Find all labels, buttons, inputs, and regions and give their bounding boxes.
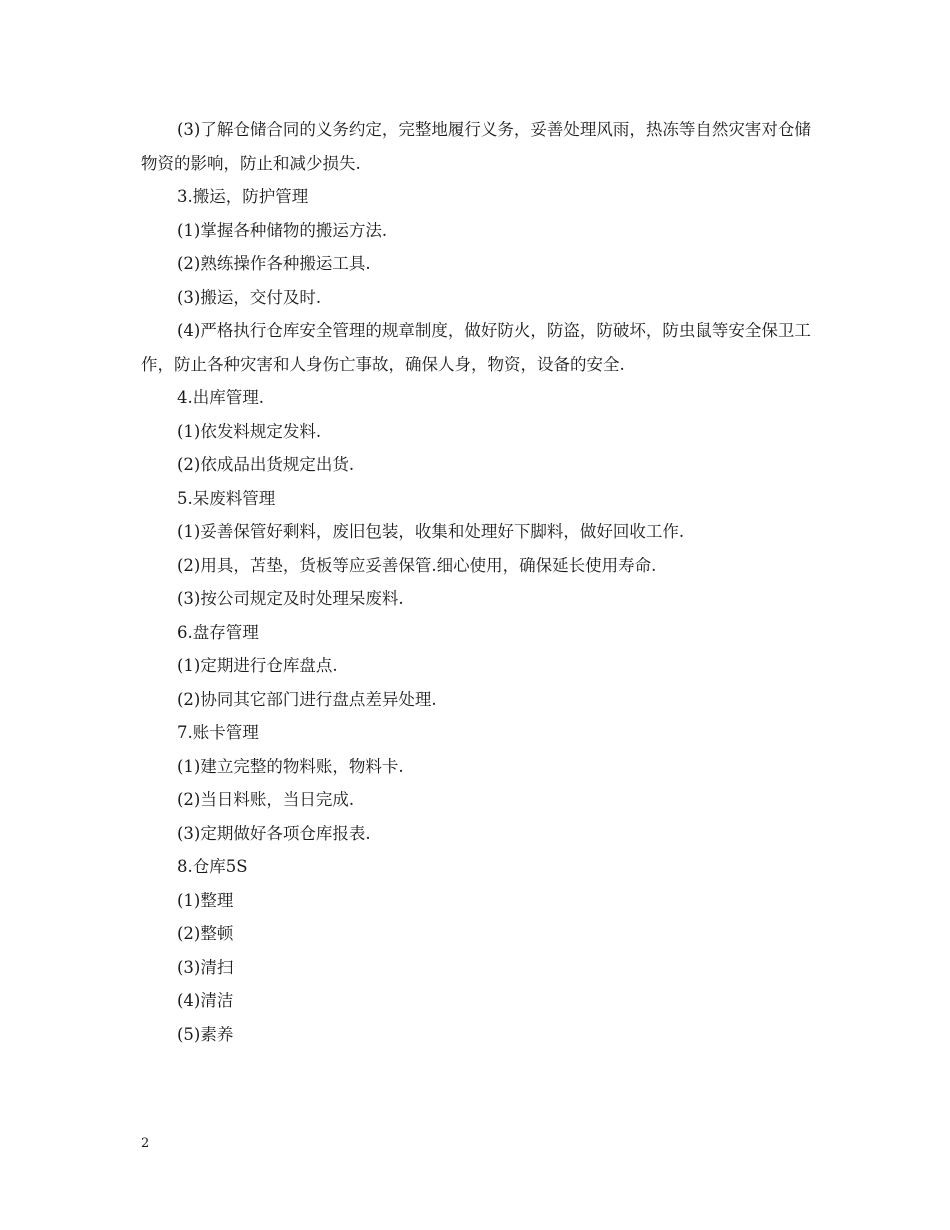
paragraph-5-1: (1)妥善保管好剩料，废旧包装，收集和处理好下脚料，做好回收工作. bbox=[177, 522, 685, 541]
paragraph-4-1: (1)依发料规定发料. bbox=[177, 421, 322, 441]
paragraph-8-4: (4)清洁 bbox=[177, 991, 234, 1010]
section-heading-5: 5.呆废料管理 bbox=[177, 488, 276, 508]
paragraph-5-2: (2)用具，苫垫，货板等应妥善保管.细心使用，确保延长使用寿命. bbox=[177, 555, 657, 575]
section-heading-7: 7.账卡管理 bbox=[177, 723, 259, 742]
paragraph-8-2: (2)整顿 bbox=[177, 924, 234, 943]
paragraph-4-2: (2)依成品出货规定出货. bbox=[177, 455, 355, 474]
paragraph-7-1: (1)建立完整的物料账，物料卡. bbox=[177, 756, 404, 776]
paragraph-6-1: (1)定期进行仓库盘点. bbox=[177, 656, 338, 675]
paragraph-8-5: (5)素养 bbox=[177, 1024, 234, 1044]
paragraph-6-2: (2)协同其它部门进行盘点差异处理. bbox=[177, 689, 437, 709]
paragraph-7-2: (2)当日料账，当日完成. bbox=[177, 790, 355, 809]
section-heading-8: 8.仓库5S bbox=[177, 857, 248, 876]
paragraph-3-1: (1)掌握各种储物的搬运方法. bbox=[177, 220, 388, 240]
paragraph-3-4: (4)严格执行仓库安全管理的规章制度，做好防火，防盗，防破坏，防虫鼠等安全保卫工作，防止各种灾害和人身伤亡事故，确保人身，物资，设备的安全. bbox=[141, 321, 811, 374]
section-heading-6: 6.盘存管理 bbox=[177, 622, 259, 642]
paragraph-8-3: (3)清扫 bbox=[177, 957, 234, 977]
paragraph-5-3: (3)按公司规定及时处理呆废料. bbox=[177, 589, 404, 608]
paragraph-3-2: (2)熟练操作各种搬运工具. bbox=[177, 254, 371, 273]
paragraph-1: (3)了解仓储合同的义务约定，完整地履行义务，妥善处理风雨，热冻等自然灾害对仓储物资的影响，防止和减少损失. bbox=[141, 120, 811, 173]
document-body bbox=[141, 113, 813, 1051]
section-heading-3: 3.搬运，防护管理 bbox=[177, 187, 309, 206]
paragraph-7-3: (3)定期做好各项仓库报表. bbox=[177, 823, 371, 843]
paragraph-8-1: (1)整理 bbox=[177, 890, 234, 910]
section-heading-4: 4.出库管理. bbox=[177, 388, 264, 407]
page-number: 2 bbox=[141, 1136, 150, 1151]
paragraph-3-3: (3)搬运，交付及时. bbox=[177, 287, 322, 307]
